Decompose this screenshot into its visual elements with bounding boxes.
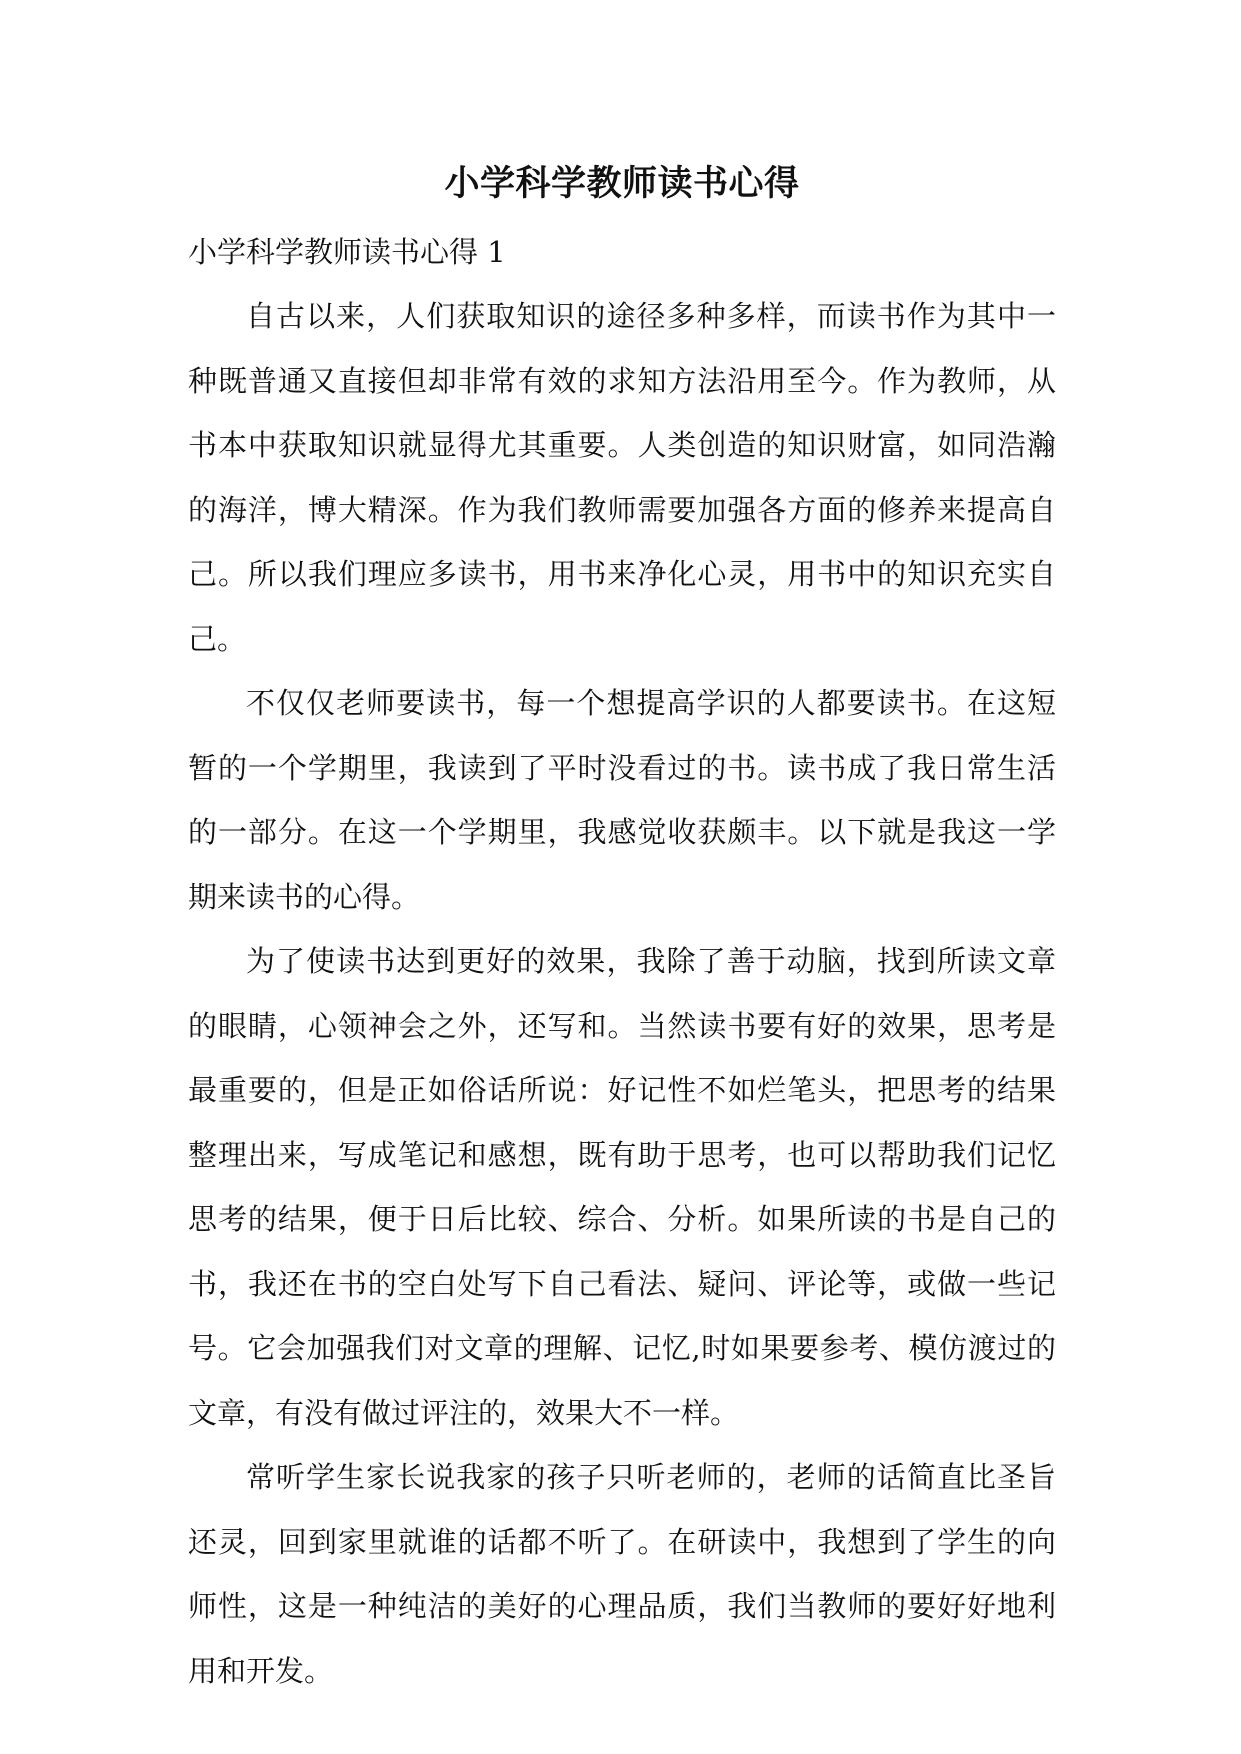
paragraph-3: 为了使读书达到更好的效果，我除了善于动脑，找到所读文章的眼睛，心领神会之外，还写和。当然读书要有好的效果，思考是最重要的，但是正如俗话所说：好记性不如烂笔头，把思考的结果整理出来，写成笔记和感想，既有助于思考，也可以帮助我们记忆思考的结果，便于日后比较、综合、分析。如果所读的书是自己的书，我还在书的空白处写下自己看法、疑问、评论等，或做一些记号。它会加强我们对文章的理解、记忆,时如果要参考、模仿渡过的文章，有没有做过评注的，效果大不一样。 <box>188 944 1056 1430</box>
paragraph-4: 常听学生家长说我家的孩子只听老师的，老师的话简直比圣旨还灵，回到家里就谁的话都不听了。在研读中，我想到了学生的向师性，这是一种纯洁的美好的心理品质，我们当教师的要好好地利用和开发。 <box>188 1460 1056 1688</box>
document-content <box>188 150 1056 1703</box>
paragraph-1: 自古以来，人们获取知识的途径多种多样，而读书作为其中一种既普通又直接但却非常有效的求知方法沿用至今。作为教师，从书本中获取知识就显得尤其重要。人类创造的知识财富，如同浩瀚的海洋，博大精深。作为我们教师需要加强各方面的修养来提高自己。所以我们理应多读书，用书来净化心灵，用书中的知识充实自己。 <box>188 299 1056 656</box>
section-heading: 小学科学教师读书心得 1 <box>188 235 506 269</box>
paragraph-2: 不仅仅老师要读书，每一个想提高学识的人都要读书。在这短暂的一个学期里，我读到了平时没看过的书。读书成了我日常生活的一部分。在这一个学期里，我感觉收获颇丰。以下就是我这一学期来读书的心得。 <box>188 686 1056 914</box>
document-title: 小学科学教师读书心得 <box>444 163 800 204</box>
